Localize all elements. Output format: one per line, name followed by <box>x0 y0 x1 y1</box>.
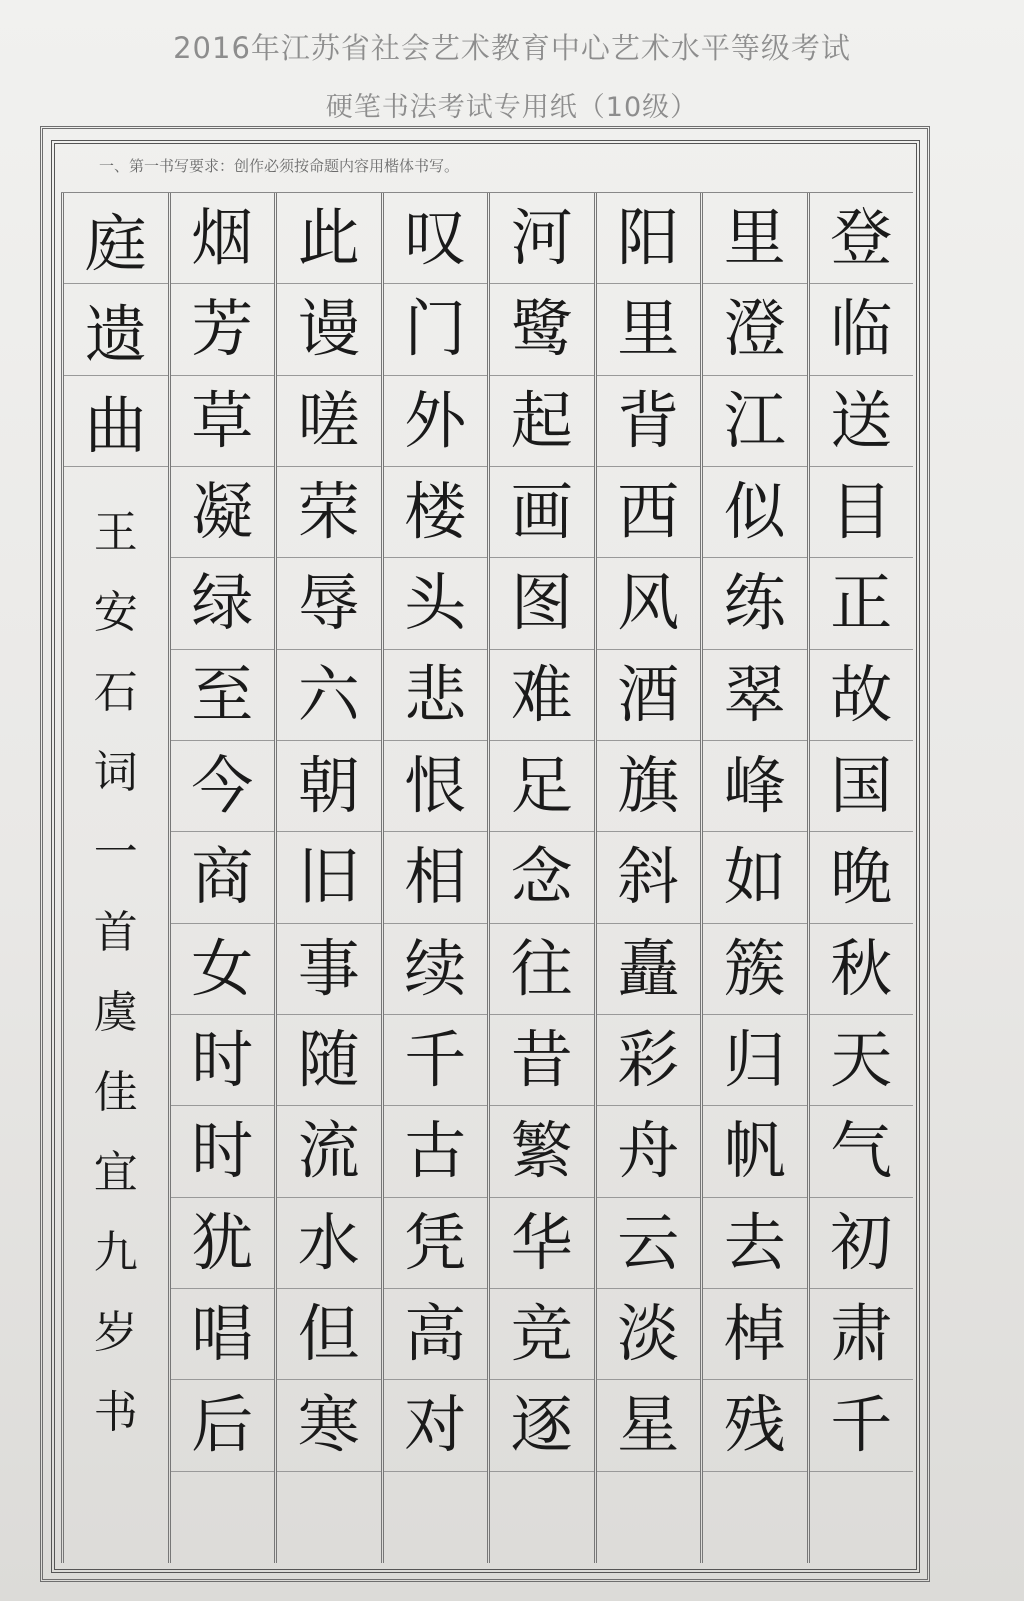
grid-cell: 澄 <box>703 284 807 375</box>
instruction-line: 一、第一书写要求：创作必须按命题内容用楷体书写。 <box>99 157 460 175</box>
grid-cell: 秋 <box>810 924 914 1015</box>
grid-cell: 相 <box>384 832 488 923</box>
grid-cell: 起 <box>490 376 594 467</box>
signature-char: 九 <box>93 1227 138 1278</box>
grid-cell: 此 <box>277 193 381 284</box>
grid-cell: 烟 <box>171 193 275 284</box>
grid-cell: 临 <box>810 284 914 375</box>
grid-cell: 旧 <box>277 832 381 923</box>
exam-header <box>0 26 1024 124</box>
grid-cell: 千 <box>810 1380 914 1471</box>
grid-cell: 正 <box>810 558 914 649</box>
grid-cell: 棹 <box>703 1289 807 1380</box>
grid-cell: 绿 <box>171 558 275 649</box>
signature-char: 首 <box>93 907 138 958</box>
grid-cell: 里 <box>597 284 701 375</box>
grid-cell: 后 <box>171 1380 275 1471</box>
grid-cell: 六 <box>277 650 381 741</box>
grid-cell: 水 <box>277 1198 381 1289</box>
signature-inscription <box>64 493 168 1453</box>
grid-cell: 西 <box>597 467 701 558</box>
grid-cell: 事 <box>277 924 381 1015</box>
grid-cell: 翠 <box>703 650 807 741</box>
grid-cell: 芳 <box>171 284 275 375</box>
grid-cell: 凝 <box>171 467 275 558</box>
grid-column-2 <box>700 193 807 1563</box>
grid-cell: 古 <box>384 1106 488 1197</box>
grid-cell: 簇 <box>703 924 807 1015</box>
grid-cell: 彩 <box>597 1015 701 1106</box>
grid-cell: 天 <box>810 1015 914 1106</box>
grid-cell: 淡 <box>597 1289 701 1380</box>
grid-cell: 曲 <box>64 376 168 467</box>
grid-cell: 昔 <box>490 1015 594 1106</box>
grid-cell: 送 <box>810 376 914 467</box>
grid-cell: 唱 <box>171 1289 275 1380</box>
grid-cell: 随 <box>277 1015 381 1106</box>
grid-column-5 <box>381 193 488 1563</box>
grid-cell: 云 <box>597 1198 701 1289</box>
grid-column-7 <box>168 193 275 1563</box>
grid-cell: 往 <box>490 924 594 1015</box>
grid-cell: 千 <box>384 1015 488 1106</box>
grid-cell: 犹 <box>171 1198 275 1289</box>
grid-cell: 嗟 <box>277 376 381 467</box>
grid-cell: 归 <box>703 1015 807 1106</box>
grid-cell: 续 <box>384 924 488 1015</box>
grid-cell: 商 <box>171 832 275 923</box>
grid-cell: 恨 <box>384 741 488 832</box>
grid-cell: 斜 <box>597 832 701 923</box>
grid-cell: 悲 <box>384 650 488 741</box>
signature-char: 词 <box>93 747 138 798</box>
grid-cell: 故 <box>810 650 914 741</box>
grid-cell: 峰 <box>703 741 807 832</box>
grid-column-1 <box>807 193 914 1563</box>
grid-cell: 足 <box>490 741 594 832</box>
grid-cell: 叹 <box>384 193 488 284</box>
grid-cell: 寒 <box>277 1380 381 1471</box>
grid-cell: 气 <box>810 1106 914 1197</box>
grid-cell: 逐 <box>490 1380 594 1471</box>
signature-char: 石 <box>93 667 138 718</box>
grid-cell: 门 <box>384 284 488 375</box>
grid-cell: 念 <box>490 832 594 923</box>
grid-cell: 酒 <box>597 650 701 741</box>
grid-cell: 里 <box>703 193 807 284</box>
grid-cell: 图 <box>490 558 594 649</box>
grid-cell: 竞 <box>490 1289 594 1380</box>
grid-cell: 江 <box>703 376 807 467</box>
grid-column-4 <box>487 193 594 1563</box>
grid-cell: 时 <box>171 1106 275 1197</box>
grid-cell: 练 <box>703 558 807 649</box>
character-grid <box>61 192 913 1563</box>
signature-char: 宜 <box>93 1147 138 1198</box>
grid-cell: 晚 <box>810 832 914 923</box>
grid-cell: 画 <box>490 467 594 558</box>
grid-cell: 星 <box>597 1380 701 1471</box>
grid-cell: 草 <box>171 376 275 467</box>
signature-char: 安 <box>93 587 138 638</box>
grid-cell: 朝 <box>277 741 381 832</box>
grid-cell: 繁 <box>490 1106 594 1197</box>
grid-cell: 阳 <box>597 193 701 284</box>
grid-cell: 似 <box>703 467 807 558</box>
grid-cell: 如 <box>703 832 807 923</box>
grid-cell: 庭 <box>64 193 168 284</box>
signature-char: 虞 <box>93 987 138 1038</box>
grid-cell: 对 <box>384 1380 488 1471</box>
grid-cell: 残 <box>703 1380 807 1471</box>
grid-cell: 遗 <box>64 284 168 375</box>
grid-cell: 背 <box>597 376 701 467</box>
grid-cell: 登 <box>810 193 914 284</box>
signature-char: 佳 <box>93 1067 138 1118</box>
calligraphy-sheet <box>51 140 920 1573</box>
grid-cell: 但 <box>277 1289 381 1380</box>
signature-char: 一 <box>93 827 138 878</box>
grid-cell: 矗 <box>597 924 701 1015</box>
grid-cell: 目 <box>810 467 914 558</box>
grid-cell: 高 <box>384 1289 488 1380</box>
exam-title: 2016年江苏省社会艺术教育中心艺术水平等级考试 <box>173 31 851 65</box>
exam-subtitle: 硬笔书法考试专用纸（10级） <box>325 92 699 123</box>
grid-cell: 难 <box>490 650 594 741</box>
grid-column-3 <box>594 193 701 1563</box>
grid-cell: 流 <box>277 1106 381 1197</box>
signature-char: 王 <box>93 507 138 558</box>
grid-cell: 凭 <box>384 1198 488 1289</box>
grid-cell: 至 <box>171 650 275 741</box>
grid-cell: 华 <box>490 1198 594 1289</box>
grid-cell: 女 <box>171 924 275 1015</box>
grid-cell: 肃 <box>810 1289 914 1380</box>
grid-cell: 荣 <box>277 467 381 558</box>
signature-char: 岁 <box>93 1307 138 1358</box>
grid-cell: 舟 <box>597 1106 701 1197</box>
grid-cell: 今 <box>171 741 275 832</box>
grid-column-6 <box>274 193 381 1563</box>
grid-cell: 头 <box>384 558 488 649</box>
signature-char: 书 <box>93 1387 138 1438</box>
grid-cell: 初 <box>810 1198 914 1289</box>
grid-cell: 旗 <box>597 741 701 832</box>
grid-cell: 外 <box>384 376 488 467</box>
grid-cell: 楼 <box>384 467 488 558</box>
grid-cell: 谩 <box>277 284 381 375</box>
grid-cell: 风 <box>597 558 701 649</box>
grid-column-last <box>61 193 168 1563</box>
grid-cell: 鹭 <box>490 284 594 375</box>
grid-cell: 帆 <box>703 1106 807 1197</box>
grid-cell: 辱 <box>277 558 381 649</box>
grid-cell: 国 <box>810 741 914 832</box>
grid-cell: 时 <box>171 1015 275 1106</box>
grid-cell: 去 <box>703 1198 807 1289</box>
grid-cell: 河 <box>490 193 594 284</box>
